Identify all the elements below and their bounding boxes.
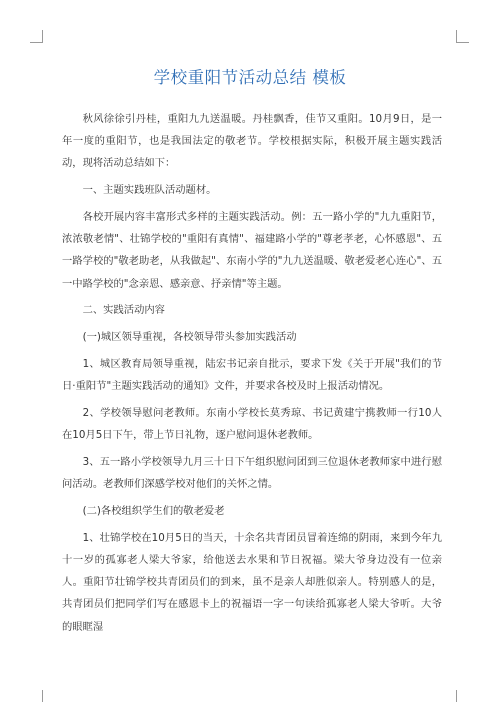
section-heading-2: 二、实践活动内容 (82, 304, 165, 317)
crop-mark-bottom-right (456, 690, 469, 702)
list-item-1: 1、城区教育局领导重视，陆宏书记亲自批示，要求下发《关于开展"我们的节日·重阳节"主题实践活动的通知》文件，并要求各校及时上报活动情况。 (62, 358, 442, 393)
subsection-heading-2: (二)各校组织学生们的敬老爱老 (82, 505, 225, 517)
paragraph-themes: 各校开展内容丰富形式多样的主题实践活动。例：五一路小学的"九九重阳节，浓浓敬老情"、壮锦学校的"重阳有真情"、福建路小学的"尊老孝老，心怀感恩"、五一路学校的"敬老助老，从我做起"、东南小学的"九九送温暖、敬老爱老心连心"、五一中路学校的"念亲恩、感亲意、抒亲情"等主题。 (62, 211, 442, 290)
paragraph-intro: 秋风徐徐引丹桂，重阳九九送温暖。丹桂飘香，佳节又重阳。10月9日，是一年一度的重阳节，也是我国法定的敬老节。学校根据实际，积极开展主题实践活动，现将活动总结如下： (62, 113, 442, 170)
subsection-heading-1: (一)城区领导重视，各校领导带头参加实践活动 (82, 331, 297, 344)
section-heading-1: 一、主题实践班队活动题材。 (82, 184, 217, 197)
document-title: 学校重阳节活动总结 模板 (153, 68, 347, 87)
crop-mark-bottom-left (30, 690, 43, 702)
crop-mark-top-right (456, 30, 469, 43)
list-item-2: 2、学校领导慰问老教师。东南小学校长莫秀琼、书记黄建宁携教师一行10人在10月5日下午，带上节日礼物，逐户慰问退休老教师。 (62, 407, 442, 442)
list-item-4: 1、壮锦学校在10月5日的当天，十余名共青团员冒着连绵的阴雨，来到今年九十一岁的孤寡老人梁大爷家，给他送去水果和节日祝福。梁大爷身边没有一位亲人。重阳节壮锦学校共青团员们的到来，虽不是亲人却胜似亲人。特别感人的是，共青团员们把同学们写在感恩卡上的祝福语一字一句读给孤寡老人梁大爷听。大爷的眼眶湿 (62, 531, 442, 633)
list-item-3: 3、五一路小学校领导九月三十日下午组织慰问团到三位退休老教师家中进行慰问活动。老教师们深感学校对他们的关怀之情。 (62, 456, 442, 491)
document-body (62, 108, 442, 638)
crop-mark-top-left (30, 30, 43, 43)
